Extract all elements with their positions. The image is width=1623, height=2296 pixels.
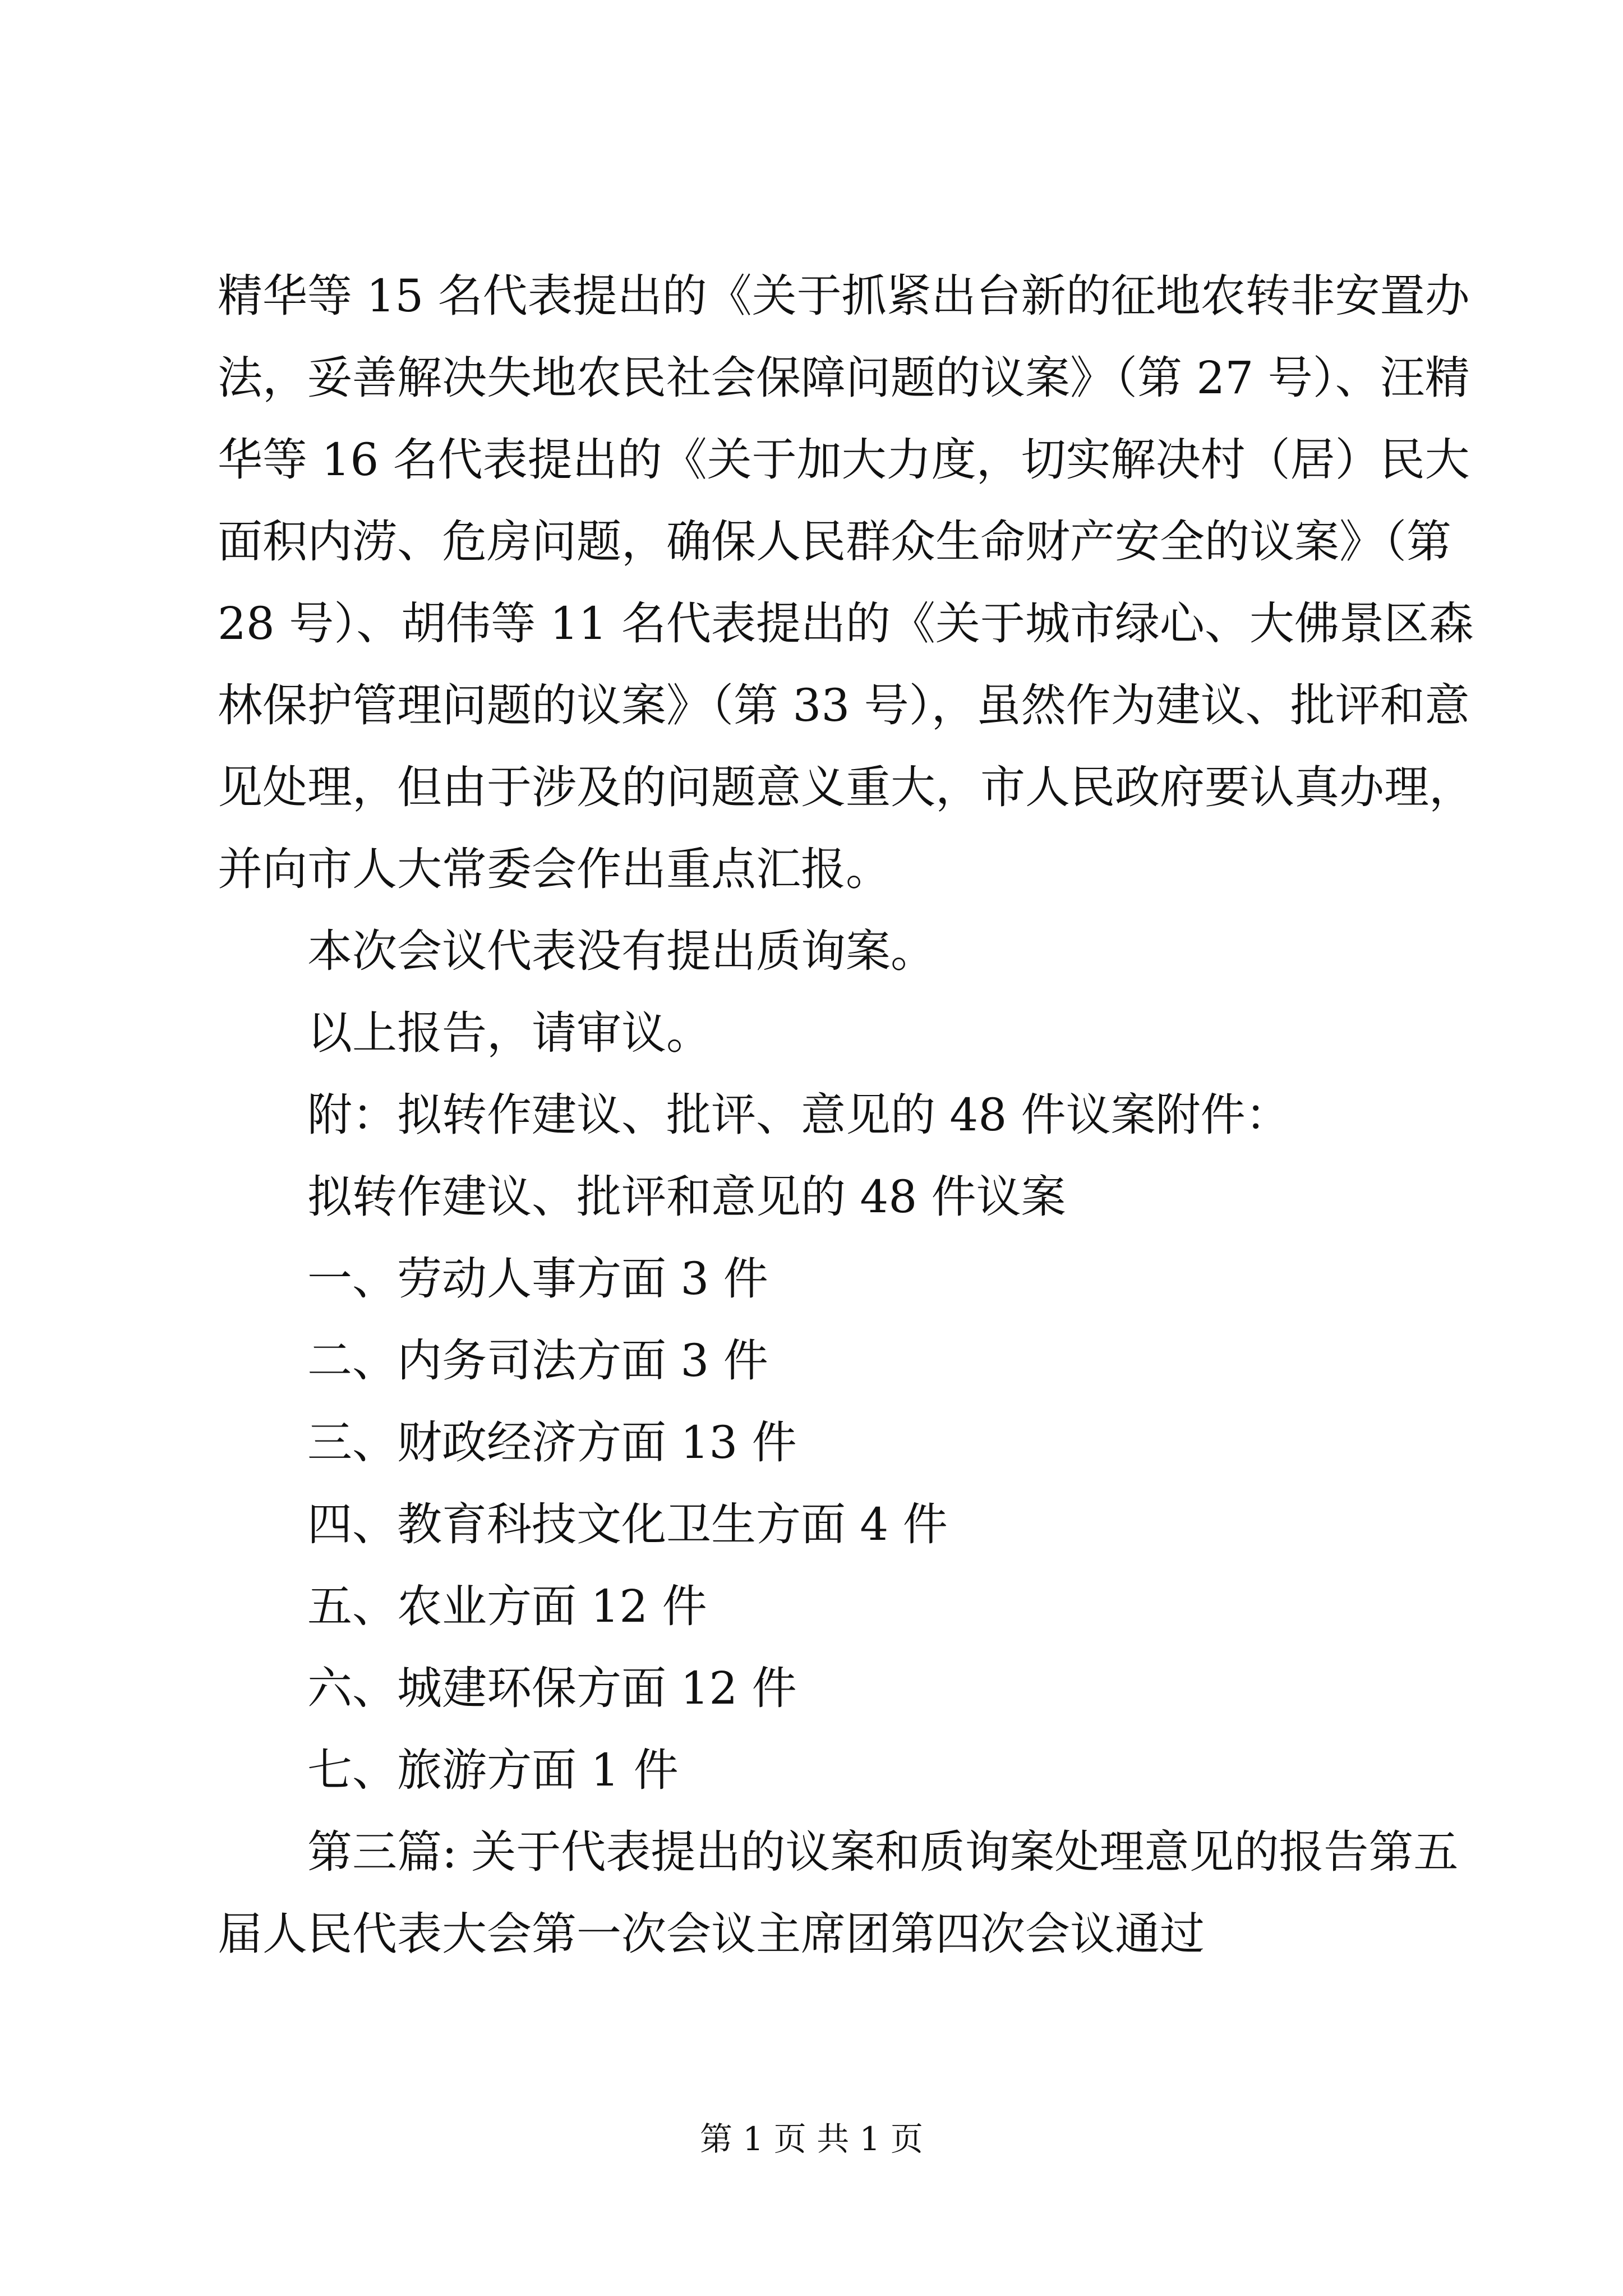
part-three-heading-line: 第三篇: 关于代表提出的议案和质询案处理意见的报告第五	[307, 1826, 1459, 1878]
paragraph-line: 精华等 15 名代表提出的《关于抓紧出台新的征地农转非安置办	[218, 270, 1470, 322]
appendix-title: 拟转作建议、批评和意见的 48 件议案	[307, 1171, 1066, 1223]
document-body	[218, 255, 1474, 1975]
category-item: 二、内务司法方面 3 件	[307, 1335, 768, 1387]
appendix-intro: 附：拟转作建议、批评、意见的 48 件议案附件：	[307, 1089, 1290, 1141]
category-item: 七、旅游方面 1 件	[307, 1744, 679, 1796]
paragraph-line: 林保护管理问题的议案》（第 33 号），虽然作为建议、批评和意	[218, 679, 1470, 731]
category-item: 六、城建环保方面 12 件	[307, 1662, 797, 1714]
paragraph-line: 法，妥善解决失地农民社会保障问题的议案》（第 27 号）、汪精	[218, 352, 1470, 404]
report-closing: 以上报告，请审议。	[307, 1007, 711, 1059]
paragraph-line: 见处理，但由于涉及的问题意义重大，市人民政府要认真办理，	[218, 761, 1474, 813]
paragraph-line: 面积内涝、危房问题，确保人民群众生命财产安全的议案》（第	[218, 516, 1451, 568]
paragraph-line: 华等 16 名代表提出的《关于加大力度，切实解决村（居）民大	[218, 434, 1470, 486]
category-item: 五、农业方面 12 件	[307, 1580, 707, 1632]
part-three-heading-line: 届人民代表大会第一次会议主席团第四次会议通过	[218, 1908, 1205, 1960]
page-footer: 第 1 页 共 1 页	[700, 2120, 923, 2158]
no-inquiry-statement: 本次会议代表没有提出质询案。	[307, 925, 935, 977]
paragraph-line: 并向市人大常委会作出重点汇报。	[218, 843, 891, 895]
category-item: 一、劳动人事方面 3 件	[307, 1253, 768, 1305]
category-item: 三、财政经济方面 13 件	[307, 1416, 797, 1469]
category-item: 四、教育科技文化卫生方面 4 件	[307, 1498, 948, 1550]
paragraph-line: 28 号）、胡伟等 11 名代表提出的《关于城市绿心、大佛景区森	[218, 597, 1474, 650]
